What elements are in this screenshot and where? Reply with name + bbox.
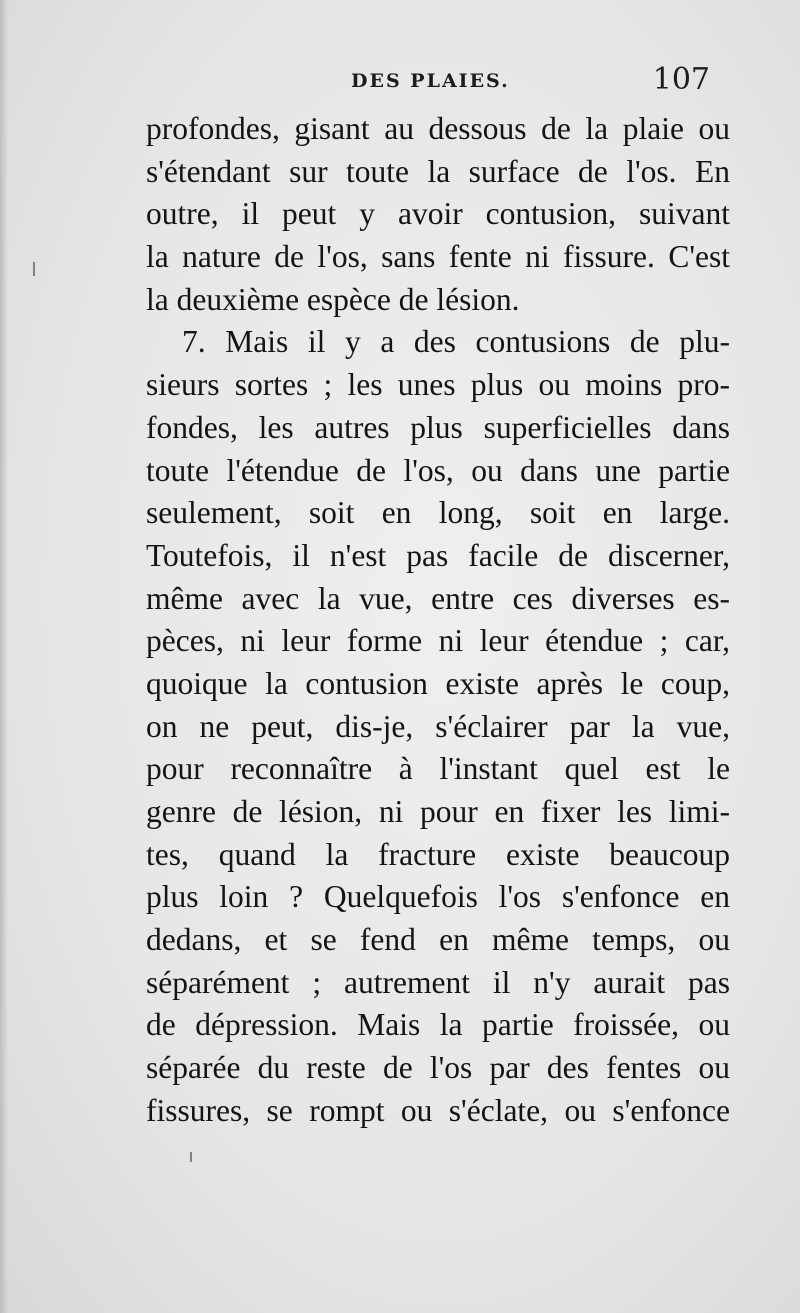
text-line-17: genre de lésion, ni pour en fixer les limi- xyxy=(146,794,730,829)
margin-speck xyxy=(190,1152,192,1162)
text-line-15: on ne peut, dis-je, s'éclairer par la vue, xyxy=(146,708,730,744)
text-line-12: même avec la vue, entre ces diverses es- xyxy=(146,580,730,616)
text-line-10: seulement, soit en long, soit en large. xyxy=(146,495,730,531)
text-line-6: 7. Mais il y a des contusions de plu- xyxy=(182,324,730,360)
text-line-18: tes, quand la fracture existe beaucoup xyxy=(146,836,730,872)
text-line-5: la deuxième espèce de lésion. xyxy=(146,281,520,317)
running-head xyxy=(146,62,716,102)
margin-speck xyxy=(33,262,35,276)
page-edge-shadow xyxy=(0,0,8,1313)
text-line-13: pèces, ni leur forme ni leur étendue ; car, xyxy=(146,623,730,659)
text-line-20: dedans, et se fend en même temps, ou xyxy=(146,922,730,958)
body-text xyxy=(146,108,730,1133)
text-line-9: toute l'étendue de l'os, ou dans une partie xyxy=(146,452,730,488)
text-line-3: outre, il peut y avoir contusion, suivant xyxy=(146,196,730,232)
text-line-8: fondes, les autres plus superficielles dans xyxy=(146,409,730,445)
text-line-1: profondes, gisant au dessous de la plaie ou xyxy=(146,111,730,146)
text-line-4: la nature de l'os, sans fente ni fissure. C'est xyxy=(146,239,730,275)
text-line-11: Toutefois, il n'est pas facile de discerner, xyxy=(146,537,730,573)
page-number: 107 xyxy=(652,62,710,97)
text-line-24: fissures, se rompt ou s'éclate, ou s'enfonce xyxy=(146,1092,730,1128)
text-line-22: de dépression. Mais la partie froissée, ou xyxy=(146,1007,730,1043)
text-line-21: séparément ; autrement il n'y aurait pas xyxy=(146,964,730,1000)
text-line-19: plus loin ? Quelquefois l'os s'enfonce en xyxy=(146,879,730,915)
running-title: DES PLAIES. xyxy=(351,70,510,92)
text-line-16: pour reconnaître à l'instant quel est le xyxy=(146,751,730,787)
text-line-14: quoique la contusion existe après le coup, xyxy=(146,665,730,701)
text-line-23: séparée du reste de l'os par des fentes ou xyxy=(146,1050,730,1086)
text-line-7: sieurs sortes ; les unes plus ou moins pro- xyxy=(146,367,730,403)
text-line-2: s'étendant sur toute la surface de l'os. En xyxy=(146,153,730,189)
